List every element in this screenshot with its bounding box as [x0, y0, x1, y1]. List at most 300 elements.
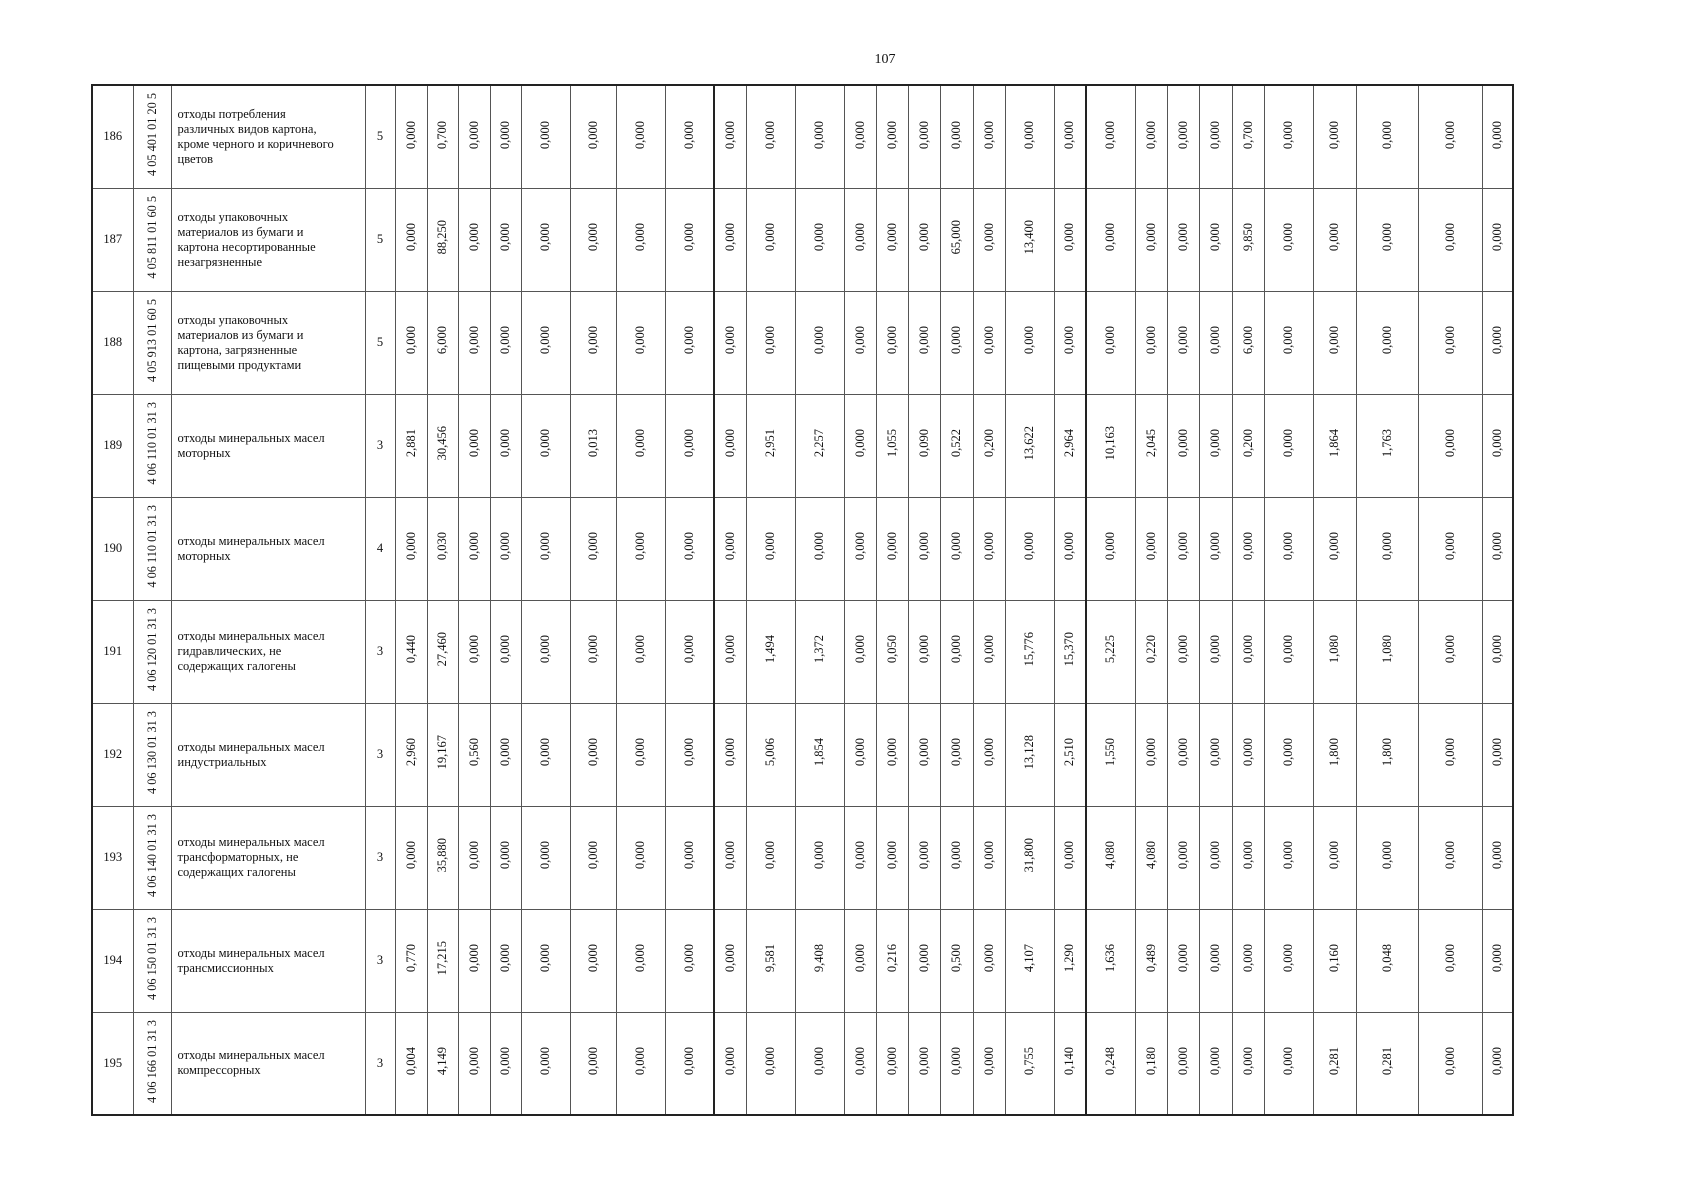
value-cell: 0,000 [1418, 806, 1482, 909]
value-cell: 30,456 [427, 394, 458, 497]
value-cell: 15,776 [1005, 600, 1054, 703]
value-cell: 0,000 [1199, 85, 1232, 188]
waste-name-line: отходы упаковочных [177, 312, 289, 327]
value-cell: 0,000 [1086, 497, 1135, 600]
waste-code: 4 06 120 01 31 3 [133, 600, 171, 703]
value-cell: 0,000 [1418, 85, 1482, 188]
value-cell: 0,000 [490, 291, 521, 394]
value-cell: 1,372 [795, 600, 844, 703]
waste-name-line: незагрязненные [177, 254, 263, 269]
value-cell: 0,000 [1264, 600, 1313, 703]
waste-name-line: отходы потребления [177, 106, 286, 121]
value-cell: 0,000 [490, 1012, 521, 1115]
value-cell: 0,000 [570, 909, 616, 1012]
value-cell: 13,622 [1005, 394, 1054, 497]
waste-name [171, 806, 365, 909]
value-cell: 0,000 [665, 85, 714, 188]
value-cell: 0,000 [1135, 85, 1167, 188]
value-cell: 0,000 [1313, 806, 1356, 909]
value-cell: 0,000 [714, 394, 746, 497]
value-cell: 0,000 [714, 600, 746, 703]
value-cell: 0,000 [1232, 497, 1264, 600]
value-cell: 1,800 [1356, 703, 1418, 806]
value-cell: 13,128 [1005, 703, 1054, 806]
value-cell: 0,000 [844, 600, 876, 703]
value-cell: 0,000 [665, 909, 714, 1012]
value-cell: 0,000 [1005, 291, 1054, 394]
row-number: 193 [92, 806, 133, 909]
value-cell: 0,000 [570, 497, 616, 600]
waste-name [171, 188, 365, 291]
value-cell: 0,000 [714, 909, 746, 1012]
value-cell: 0,440 [395, 600, 427, 703]
value-cell: 0,000 [1356, 806, 1418, 909]
value-cell: 0,000 [1199, 806, 1232, 909]
value-cell: 0,000 [714, 703, 746, 806]
value-cell: 0,000 [1356, 188, 1418, 291]
value-cell: 0,000 [1199, 394, 1232, 497]
hazard-class: 4 [365, 497, 395, 600]
value-cell: 2,510 [1054, 703, 1086, 806]
waste-name-line: материалов из бумаги и [177, 327, 304, 342]
value-cell: 0,000 [940, 291, 973, 394]
value-cell: 0,000 [1482, 703, 1513, 806]
value-cell: 0,000 [1199, 291, 1232, 394]
waste-name-line: отходы минеральных масел [177, 835, 325, 849]
value-cell: 4,080 [1086, 806, 1135, 909]
waste-name-line: различных видов картона, [177, 121, 317, 136]
value-cell: 0,048 [1356, 909, 1418, 1012]
value-cell: 0,200 [973, 394, 1005, 497]
table-row [92, 1012, 1513, 1115]
value-cell: 0,000 [1054, 497, 1086, 600]
value-cell: 0,000 [490, 600, 521, 703]
value-cell: 0,560 [458, 703, 490, 806]
waste-name [171, 497, 365, 600]
value-cell: 0,000 [521, 394, 570, 497]
value-cell: 0,000 [844, 703, 876, 806]
value-cell: 0,000 [1054, 291, 1086, 394]
value-cell: 0,000 [521, 1012, 570, 1115]
value-cell: 0,000 [616, 497, 665, 600]
value-cell: 0,000 [1167, 85, 1199, 188]
value-cell: 0,000 [490, 188, 521, 291]
value-cell: 19,167 [427, 703, 458, 806]
value-cell: 1,055 [876, 394, 908, 497]
value-cell: 0,000 [795, 1012, 844, 1115]
hazard-class: 3 [365, 394, 395, 497]
value-cell: 2,951 [746, 394, 795, 497]
waste-table [91, 84, 1514, 1116]
value-cell: 0,000 [458, 806, 490, 909]
value-cell: 0,000 [521, 497, 570, 600]
value-cell: 0,030 [427, 497, 458, 600]
value-cell: 0,000 [570, 600, 616, 703]
value-cell: 0,000 [458, 394, 490, 497]
value-cell: 0,000 [714, 188, 746, 291]
value-cell: 0,700 [427, 85, 458, 188]
value-cell: 0,000 [1418, 497, 1482, 600]
value-cell: 0,000 [1086, 85, 1135, 188]
value-cell: 0,000 [521, 188, 570, 291]
value-cell: 0,000 [876, 85, 908, 188]
hazard-class: 5 [365, 291, 395, 394]
value-cell: 2,964 [1054, 394, 1086, 497]
value-cell: 0,000 [1135, 188, 1167, 291]
value-cell: 0,000 [521, 703, 570, 806]
value-cell: 0,160 [1313, 909, 1356, 1012]
value-cell: 0,000 [714, 806, 746, 909]
value-cell: 0,000 [1199, 1012, 1232, 1115]
value-cell: 0,000 [908, 600, 940, 703]
value-cell: 4,149 [427, 1012, 458, 1115]
hazard-class: 3 [365, 600, 395, 703]
value-cell: 0,770 [395, 909, 427, 1012]
value-cell: 0,000 [1232, 806, 1264, 909]
value-cell: 0,000 [973, 291, 1005, 394]
value-cell: 0,000 [490, 806, 521, 909]
row-number: 194 [92, 909, 133, 1012]
value-cell: 0,000 [521, 291, 570, 394]
value-cell: 0,000 [1482, 497, 1513, 600]
value-cell: 0,000 [490, 703, 521, 806]
value-cell: 0,000 [973, 85, 1005, 188]
value-cell: 0,000 [665, 600, 714, 703]
value-cell: 0,000 [1264, 497, 1313, 600]
value-cell: 0,000 [1135, 497, 1167, 600]
value-cell: 0,000 [876, 703, 908, 806]
table-row [92, 497, 1513, 600]
value-cell: 0,000 [940, 85, 973, 188]
value-cell: 0,000 [1356, 497, 1418, 600]
value-cell: 0,000 [395, 188, 427, 291]
value-cell: 0,000 [1418, 909, 1482, 1012]
value-cell: 0,000 [1199, 497, 1232, 600]
value-cell: 0,000 [940, 1012, 973, 1115]
value-cell: 0,000 [1418, 188, 1482, 291]
value-cell: 0,000 [395, 85, 427, 188]
value-cell: 0,000 [521, 600, 570, 703]
table-row [92, 291, 1513, 394]
value-cell: 10,163 [1086, 394, 1135, 497]
row-number: 186 [92, 85, 133, 188]
value-cell: 0,000 [490, 85, 521, 188]
value-cell: 0,000 [876, 497, 908, 600]
value-cell: 0,000 [521, 85, 570, 188]
value-cell: 17,215 [427, 909, 458, 1012]
value-cell: 0,000 [1167, 909, 1199, 1012]
value-cell: 0,000 [1264, 1012, 1313, 1115]
hazard-class: 5 [365, 188, 395, 291]
value-cell: 0,000 [876, 1012, 908, 1115]
value-cell: 0,000 [1199, 188, 1232, 291]
value-cell: 0,000 [876, 188, 908, 291]
waste-name-line: компрессорных [177, 1063, 261, 1078]
value-cell: 0,000 [1167, 188, 1199, 291]
value-cell: 0,000 [458, 1012, 490, 1115]
value-cell: 0,000 [665, 703, 714, 806]
value-cell: 0,000 [973, 497, 1005, 600]
value-cell: 0,000 [1264, 806, 1313, 909]
value-cell: 0,000 [1054, 188, 1086, 291]
waste-name-line: индустриальных [177, 754, 267, 769]
value-cell: 0,000 [1264, 394, 1313, 497]
waste-name-line: отходы минеральных масел [177, 1048, 325, 1063]
value-cell: 0,000 [1482, 291, 1513, 394]
value-cell: 0,000 [665, 291, 714, 394]
waste-code: 4 06 150 01 31 3 [133, 909, 171, 1012]
value-cell: 9,408 [795, 909, 844, 1012]
value-cell: 0,000 [940, 806, 973, 909]
value-cell: 0,000 [570, 1012, 616, 1115]
value-cell: 0,000 [714, 1012, 746, 1115]
value-cell: 0,000 [1264, 85, 1313, 188]
value-cell: 0,000 [746, 291, 795, 394]
value-cell: 5,225 [1086, 600, 1135, 703]
value-cell: 0,200 [1232, 394, 1264, 497]
value-cell: 0,000 [908, 291, 940, 394]
waste-code: 4 06 130 01 31 3 [133, 703, 171, 806]
waste-name-line: отходы упаковочных [177, 209, 289, 224]
waste-name-line: гидравлических, не [177, 644, 282, 658]
value-cell: 0,000 [714, 497, 746, 600]
value-cell: 0,500 [940, 909, 973, 1012]
value-cell: 0,000 [844, 394, 876, 497]
waste-name [171, 394, 365, 497]
value-cell: 2,257 [795, 394, 844, 497]
waste-code: 4 06 140 01 31 3 [133, 806, 171, 909]
value-cell: 0,000 [1232, 1012, 1264, 1115]
value-cell: 0,050 [876, 600, 908, 703]
row-number: 195 [92, 1012, 133, 1115]
value-cell: 0,000 [395, 497, 427, 600]
value-cell: 0,000 [395, 291, 427, 394]
value-cell: 0,000 [458, 497, 490, 600]
table-row [92, 703, 1513, 806]
table-row [92, 394, 1513, 497]
value-cell: 0,000 [1054, 85, 1086, 188]
value-cell: 0,000 [973, 806, 1005, 909]
value-cell: 0,000 [1264, 703, 1313, 806]
value-cell: 0,000 [616, 703, 665, 806]
value-cell: 0,000 [616, 394, 665, 497]
value-cell: 0,000 [665, 497, 714, 600]
value-cell: 9,581 [746, 909, 795, 1012]
value-cell: 4,107 [1005, 909, 1054, 1012]
value-cell: 0,000 [746, 188, 795, 291]
value-cell: 0,000 [795, 497, 844, 600]
value-cell: 0,000 [458, 291, 490, 394]
value-cell: 0,000 [1135, 291, 1167, 394]
row-number: 187 [92, 188, 133, 291]
value-cell: 0,000 [1167, 1012, 1199, 1115]
value-cell: 0,000 [1167, 394, 1199, 497]
value-cell: 0,000 [973, 600, 1005, 703]
value-cell: 0,000 [395, 806, 427, 909]
value-cell: 0,000 [521, 806, 570, 909]
waste-code: 4 06 110 01 31 3 [133, 497, 171, 600]
waste-code: 4 05 913 01 60 5 [133, 291, 171, 394]
value-cell: 0,000 [490, 394, 521, 497]
value-cell: 0,000 [1264, 291, 1313, 394]
table-row [92, 188, 1513, 291]
waste-name-line: картона несортированные [177, 239, 316, 254]
value-cell: 0,000 [521, 909, 570, 1012]
waste-name-line: моторных [177, 548, 231, 563]
value-cell: 0,000 [1482, 1012, 1513, 1115]
value-cell: 0,000 [616, 188, 665, 291]
value-cell: 2,960 [395, 703, 427, 806]
value-cell: 0,000 [908, 188, 940, 291]
waste-code: 4 05 401 01 20 5 [133, 85, 171, 188]
row-number: 188 [92, 291, 133, 394]
value-cell: 0,000 [876, 806, 908, 909]
waste-name-line: отходы минеральных масел [177, 629, 325, 643]
value-cell: 0,000 [844, 1012, 876, 1115]
value-cell: 0,216 [876, 909, 908, 1012]
value-cell: 0,180 [1135, 1012, 1167, 1115]
value-cell: 0,000 [616, 291, 665, 394]
value-cell: 0,000 [908, 497, 940, 600]
waste-name [171, 1012, 365, 1115]
value-cell: 1,080 [1356, 600, 1418, 703]
value-cell: 4,080 [1135, 806, 1167, 909]
waste-name-line: трансформаторных, не [177, 850, 299, 864]
value-cell: 0,000 [1418, 703, 1482, 806]
value-cell: 0,000 [973, 1012, 1005, 1115]
value-cell: 0,000 [908, 806, 940, 909]
value-cell: 31,800 [1005, 806, 1054, 909]
value-cell: 5,006 [746, 703, 795, 806]
value-cell: 1,494 [746, 600, 795, 703]
waste-name-line: отходы минеральных масел [177, 430, 325, 445]
value-cell: 0,755 [1005, 1012, 1054, 1115]
value-cell: 0,000 [1313, 188, 1356, 291]
value-cell: 0,000 [1005, 85, 1054, 188]
waste-name-line: содержащих галогены [177, 659, 296, 673]
waste-name [171, 600, 365, 703]
value-cell: 0,000 [714, 291, 746, 394]
value-cell: 0,000 [714, 85, 746, 188]
hazard-class: 5 [365, 85, 395, 188]
table-row [92, 806, 1513, 909]
value-cell: 0,000 [795, 85, 844, 188]
value-cell: 1,864 [1313, 394, 1356, 497]
value-cell: 0,000 [458, 600, 490, 703]
value-cell: 0,000 [570, 188, 616, 291]
value-cell: 1,636 [1086, 909, 1135, 1012]
value-cell: 0,000 [1232, 909, 1264, 1012]
value-cell: 65,000 [940, 188, 973, 291]
value-cell: 0,522 [940, 394, 973, 497]
value-cell: 0,000 [795, 291, 844, 394]
value-cell: 1,290 [1054, 909, 1086, 1012]
value-cell: 0,000 [908, 1012, 940, 1115]
value-cell: 0,000 [665, 188, 714, 291]
waste-code: 4 06 166 01 31 3 [133, 1012, 171, 1115]
value-cell: 1,763 [1356, 394, 1418, 497]
hazard-class: 3 [365, 703, 395, 806]
hazard-class: 3 [365, 909, 395, 1012]
value-cell: 0,000 [844, 497, 876, 600]
value-cell: 0,140 [1054, 1012, 1086, 1115]
value-cell: 2,881 [395, 394, 427, 497]
value-cell: 0,013 [570, 394, 616, 497]
value-cell: 1,854 [795, 703, 844, 806]
value-cell: 0,000 [665, 1012, 714, 1115]
waste-name-line: отходы минеральных масел [177, 739, 325, 754]
value-cell: 0,000 [1264, 188, 1313, 291]
value-cell: 27,460 [427, 600, 458, 703]
value-cell: 9,850 [1232, 188, 1264, 291]
value-cell: 0,000 [616, 85, 665, 188]
value-cell: 0,000 [746, 806, 795, 909]
value-cell: 0,000 [1482, 85, 1513, 188]
value-cell: 0,000 [1264, 909, 1313, 1012]
value-cell: 0,000 [616, 909, 665, 1012]
value-cell: 0,000 [1418, 291, 1482, 394]
value-cell: 0,000 [795, 806, 844, 909]
row-number: 192 [92, 703, 133, 806]
value-cell: 0,000 [908, 85, 940, 188]
value-cell: 0,000 [458, 909, 490, 1012]
value-cell: 0,000 [1167, 600, 1199, 703]
value-cell: 0,489 [1135, 909, 1167, 1012]
value-cell: 0,000 [570, 703, 616, 806]
value-cell: 0,000 [746, 1012, 795, 1115]
page-number: 107 [874, 52, 896, 67]
value-cell: 0,000 [1086, 188, 1135, 291]
waste-code: 4 06 110 01 31 3 [133, 394, 171, 497]
value-cell: 0,000 [570, 85, 616, 188]
waste-name-line: моторных [177, 445, 231, 460]
value-cell: 13,400 [1005, 188, 1054, 291]
value-cell: 0,000 [1167, 806, 1199, 909]
value-cell: 0,000 [1167, 497, 1199, 600]
value-cell: 0,000 [844, 909, 876, 1012]
value-cell: 0,000 [1418, 394, 1482, 497]
value-cell: 0,000 [616, 806, 665, 909]
table-row [92, 909, 1513, 1012]
value-cell: 0,000 [616, 600, 665, 703]
value-cell: 0,000 [458, 85, 490, 188]
hazard-class: 3 [365, 806, 395, 909]
table-row [92, 85, 1513, 188]
waste-name [171, 909, 365, 1012]
value-cell: 0,248 [1086, 1012, 1135, 1115]
waste-name-line: картона, загрязненные [177, 342, 298, 357]
value-cell: 0,000 [795, 188, 844, 291]
value-cell: 0,000 [1418, 600, 1482, 703]
value-cell: 1,800 [1313, 703, 1356, 806]
value-cell: 0,000 [1135, 703, 1167, 806]
value-cell: 0,000 [1356, 85, 1418, 188]
value-cell: 0,000 [1313, 497, 1356, 600]
waste-name-line: отходы минеральных масел [177, 945, 325, 960]
value-cell: 0,000 [876, 291, 908, 394]
value-cell: 0,000 [1054, 806, 1086, 909]
value-cell: 0,281 [1313, 1012, 1356, 1115]
value-cell: 0,000 [844, 85, 876, 188]
value-cell: 0,000 [1005, 497, 1054, 600]
value-cell: 0,000 [665, 806, 714, 909]
value-cell: 0,000 [1482, 806, 1513, 909]
value-cell: 0,000 [940, 703, 973, 806]
value-cell: 0,000 [1482, 600, 1513, 703]
value-cell: 0,000 [616, 1012, 665, 1115]
value-cell: 0,000 [1482, 188, 1513, 291]
waste-name-line: кроме черного и коричневого [177, 136, 334, 151]
